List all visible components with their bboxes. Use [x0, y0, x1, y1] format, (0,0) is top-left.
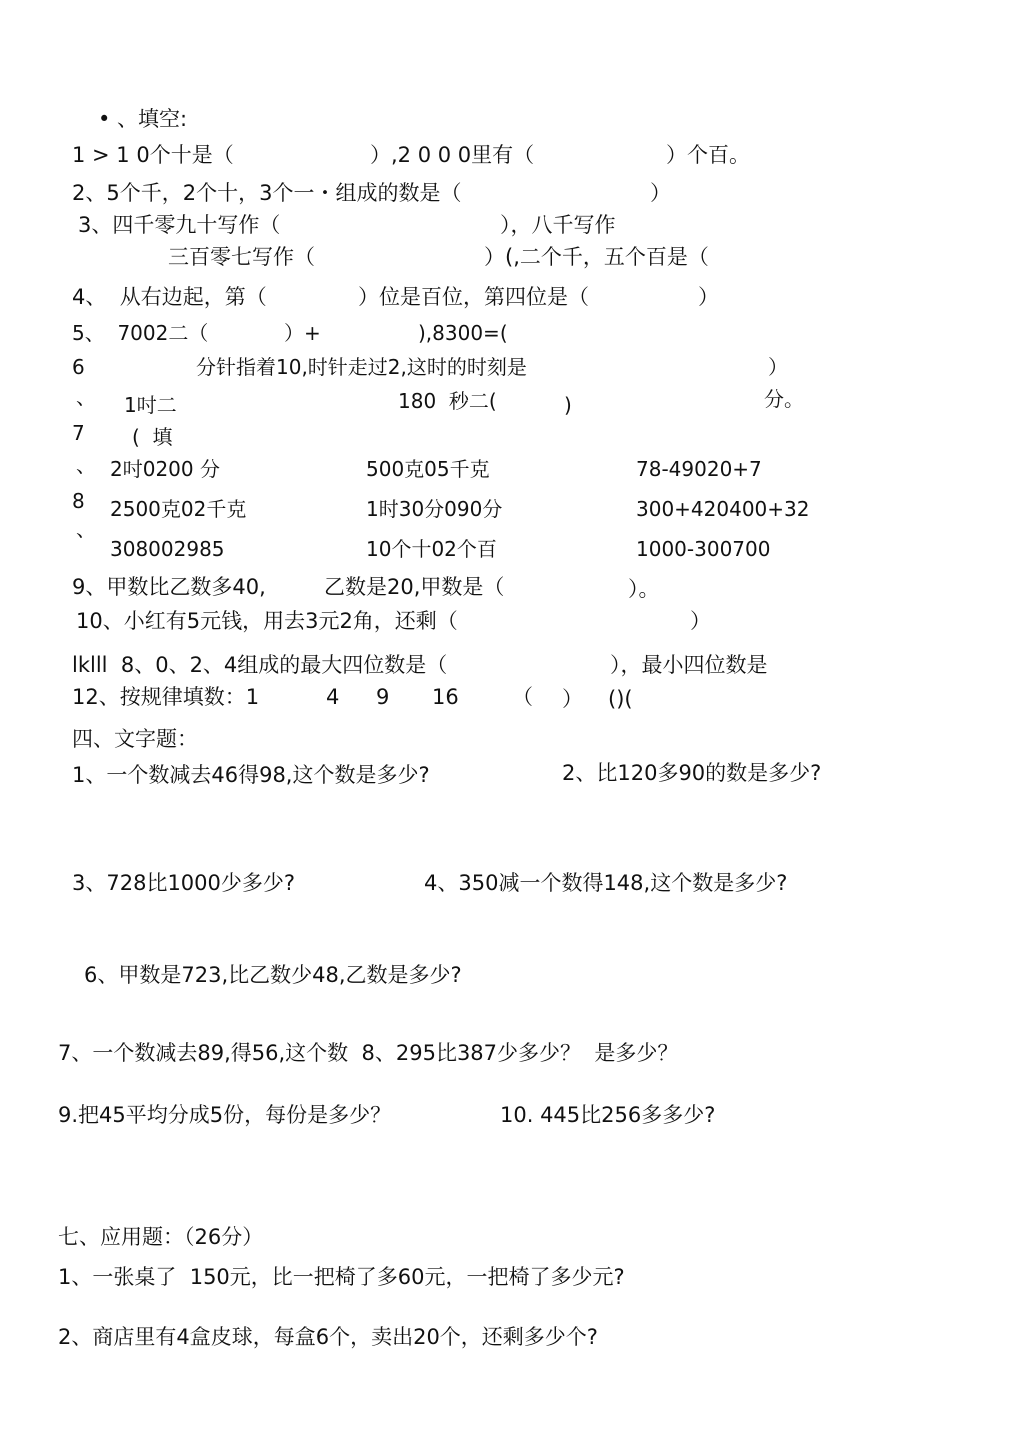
grid-r2-c2: 1时30分090分: [366, 497, 503, 521]
q7-part-c: ): [564, 393, 572, 417]
grid-r1-c2: 500克05千克: [366, 457, 490, 481]
q12-n2: 9: [376, 685, 390, 709]
grid-r3-c1: 308002985: [110, 537, 225, 561]
q4-part-a: 4、 从右边起，第（: [72, 285, 267, 309]
q3-part-a: 3、四千零九十写作（: [78, 213, 281, 237]
q4-part-c: ）: [698, 285, 719, 309]
q12-n1: 4: [326, 685, 340, 709]
q7-mark: 、: [76, 385, 96, 409]
q5-part-c: ),8300=(: [418, 321, 508, 345]
word-problem-4: 4、350减一个数得148,这个数是多少?: [424, 871, 788, 895]
grid-r2-c1: 2500克02千克: [110, 497, 247, 521]
q7-part-a: 1吋二: [124, 393, 177, 417]
q1-part-b: ）,2 0 0 0里有（: [370, 143, 535, 167]
q7-number: 7: [72, 421, 85, 445]
q3-part-c: 三百零七写作（: [168, 245, 315, 269]
q7-fill-label: ( 填: [132, 425, 173, 449]
q9-part-b: 乙数是20,甲数是（: [324, 575, 505, 599]
word-problem-6: 6、甲数是723,比乙数少48,乙数是多少?: [84, 963, 462, 987]
q1-part-c: ）个百。: [666, 143, 750, 167]
section-heading-word-problems: 四、文字题：: [72, 727, 198, 751]
q3-part-d: ）(,二个千，五个百是（: [484, 245, 709, 269]
word-problem-1: 1、一个数减去46得98,这个数是多少?: [72, 763, 430, 787]
grid-r3-c2: 10个十02个百: [366, 537, 497, 561]
q9-part-c: ）。: [628, 577, 660, 601]
grid-r1-c1: 2吋0200 分: [110, 457, 220, 481]
q7-part-b: 180 秒二(: [398, 389, 497, 413]
grid-r3-c3: 1000-300700: [636, 537, 771, 561]
word-problem-10: 10. 445比256多多少?: [500, 1103, 716, 1127]
q2-part-a: 2、5个千，2个十，3个一・组成的数是（: [72, 181, 462, 205]
q4-part-b: ）位是百位，第四位是（: [358, 285, 589, 309]
q1-part-a: 1 > 1 0个十是（: [72, 143, 234, 167]
q9-part-a: 9、甲数比乙数多40,: [72, 575, 266, 599]
q11-part-b: ），最小四位数是: [610, 653, 768, 677]
application-problem-1: 1、一张桌了 150元，比一把椅了多60元，一把椅了多少元?: [58, 1265, 625, 1289]
word-problem-3: 3、728比1000少多少?: [72, 871, 296, 895]
q12-p3: ()(: [608, 687, 633, 711]
q6-part-b: ）: [768, 355, 788, 379]
q10-part-a: 10、小红有5元钱，用去3元2角，还剩（: [76, 609, 458, 633]
q12-p1: （: [512, 685, 533, 709]
q3-part-b: ），八千写作: [500, 213, 616, 237]
grid-mark-1: 、: [76, 453, 96, 477]
q12-p2: ）: [562, 687, 583, 711]
section-heading-applications: 七、应用题：（26分）: [58, 1225, 264, 1249]
word-problem-7-8: 7、一个数减去89,得56,这个数 8、295比387少多少？ 是多少？: [58, 1041, 679, 1065]
q2-part-b: ）: [650, 181, 671, 205]
q12-n3: 16: [432, 685, 459, 709]
grid-mark-2: 、: [76, 517, 96, 541]
q6-part-a: 分针指着10,时针走过2,这时的时刻是: [196, 355, 527, 379]
section-heading-fill-blank: • 、填空:: [98, 107, 188, 131]
q6-number: 6: [72, 355, 85, 379]
q12-part-a: 12、按规律填数：1: [72, 685, 260, 709]
word-problem-2: 2、比120多90的数是多少?: [562, 761, 822, 785]
q7-part-d: 分。: [764, 387, 804, 411]
grid-number-8: 8: [72, 489, 85, 513]
word-problem-9: 9.把45平均分成5份，每份是多少？: [58, 1103, 392, 1127]
grid-r2-c3: 300+420400+32: [636, 497, 810, 521]
q10-part-b: ）: [690, 609, 711, 633]
grid-r1-c3: 78-49020+7: [636, 457, 762, 481]
q5-part-a: 5、 7002二（: [72, 321, 209, 345]
q5-part-b: ）+: [284, 321, 321, 345]
q11-part-a: lklll 8、0、2、4组成的最大四位数是（: [72, 653, 448, 677]
application-problem-2: 2、商店里有4盒皮球，每盒6个，卖出20个，还剩多少个?: [58, 1325, 598, 1349]
